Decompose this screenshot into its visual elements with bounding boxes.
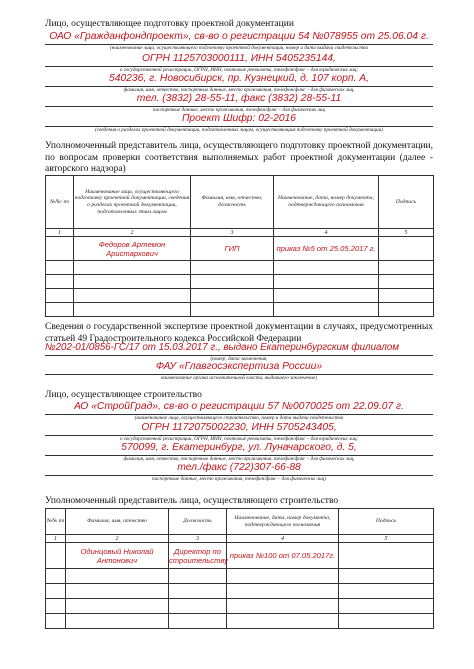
section5-heading: Уполномоченный представитель лица, осуществляющего строительство — [45, 496, 339, 506]
expertise-org: ФАУ «Главгосэкспертиза России» — [155, 361, 323, 372]
section4-heading: Лицо, осуществляющее строительство — [45, 390, 202, 400]
col-index: 2 — [66, 535, 169, 543]
builder-phone: тел./факс (722)307-66-88 — [177, 462, 301, 473]
col-fio-header: Фамилия, имя, отчество — [66, 509, 169, 535]
designer-org: ОАО «Гражданфондпроект», св-во о регистрации 54 №078955 от 25.06.04 г. — [49, 31, 429, 42]
builder-ogrn: ОГРН 1172075002230, ИНН 5705243405, — [141, 422, 337, 433]
builder-address: 570099, г. Екатеринбург, ул. Луначарского, д. 5, — [121, 442, 357, 453]
col-doc-header: Наименование, дата, номер документа, подтверждающего полномочия — [227, 509, 339, 535]
designer-rep-name: Федоров Артемон Аристархович — [74, 237, 191, 261]
col-index: 4 — [227, 535, 339, 543]
builder-rep-doc: приказ №100 от 07.05.2017г. — [227, 543, 339, 569]
designer-phone-caption: паспортные данные, место проживания, телефон/факс – для физических лиц — [152, 107, 326, 113]
designer-ogrn: ОГРН 1125703000111, ИНН 5405235144, — [142, 53, 336, 64]
designer-rep-position: ГИП — [191, 237, 274, 261]
col-position-header: Должность — [169, 509, 227, 535]
col-org-header: Наименование лица, осуществляющего подготовку проектной документации, сведения о разделах проектной документации, подготовленных этим лицом — [74, 176, 191, 229]
col-index: 1 — [46, 229, 74, 237]
builder-org-caption: (наименование лица, осуществляющего строительство, номер и дата выдачи свидетельства — [134, 415, 344, 421]
designer-address: 540236, г. Новосибирск, пр. Кузнецкий, д. 107 корп. А, — [109, 73, 369, 84]
project-caption: (сведения о разделах проектной документации, подготовленных лицом, осуществляющим подготовку проектной документации) — [95, 127, 383, 133]
col-index: 3 — [169, 535, 227, 543]
col-index: 2 — [74, 229, 191, 237]
section1-heading: Лицо, осуществляющее подготовку проектной документации — [45, 19, 294, 29]
designer-org-caption: (наименование лица, осуществляющего подготовку проектной документации, номер и дата выдачи свидетельства — [110, 45, 368, 51]
col-number-header: №№/ пп — [46, 176, 74, 229]
col-index: 5 — [379, 229, 434, 237]
builder-rep-position: Директор по строительству — [169, 543, 227, 569]
col-sign-header: Подпись — [379, 176, 434, 229]
project-code: Проект Шифр: 02-2016 — [181, 113, 297, 124]
builder-rep-name: Одинцовый Николай Антонович — [66, 543, 169, 569]
section3-heading: Сведения о государственной экспертизе проектной документации в случаях, предусмотренных статьей 49 Градостроительного кодекса Российской Федерации — [45, 322, 433, 344]
builder-phone-caption: паспортные данные, место проживания, телефон/факс – для физических лиц) — [152, 476, 326, 482]
builder-ogrn-caption: о государственной регистрации, ОГРН, ИНН, почтовые реквизиты, телефон/факс – для юридических лиц; — [119, 436, 359, 442]
col-number-header: №№ пп — [46, 509, 66, 535]
builder-address-caption: фамилия, имя, отчество, паспортные данные, место проживания, телефон/факс – для физических лиц, — [123, 456, 355, 462]
col-fio-header: Фамилия, имя, отчество, должность — [191, 176, 274, 229]
designer-phone: тел. (3832) 28-55-11, факс (3832) 28-55-11 — [136, 93, 342, 104]
col-doc-header: Наименование, дата, номер документа, подтверждающего полномочия — [274, 176, 379, 229]
expertise-org-caption: наименование органа исполнительной власти, выдавшего заключение) — [160, 375, 318, 381]
expertise-caption: (номер, дата заключения, — [210, 356, 268, 362]
builder-org: АО «СтройГрад», св-во о регистрации 57 №0070025 от 22.09.07 г. — [74, 401, 404, 412]
expertise-number: №202-01/0856-ГС/17 от 15.03.2017 г., выдано Екатеринбургским филиалом — [45, 342, 400, 353]
designer-rep-table — [45, 175, 434, 317]
col-index: 4 — [274, 229, 379, 237]
section2-heading: Уполномоченный представитель лица, осуществляющего подготовку проектной документации, по вопросам проверки соответствия выполняемых работ проектной документации (далее - авторского надзора) — [45, 141, 433, 174]
designer-ogrn-caption: о государственной регистрации, ОГРН, ИНН, почтовые реквизиты, телефон/факс – для юридических лиц; — [119, 67, 359, 73]
col-index: 1 — [46, 535, 66, 543]
designer-rep-doc: приказ №5 от 25.05.2017 г. — [274, 237, 379, 261]
col-index: 5 — [339, 535, 434, 543]
designer-address-caption: фамилия, имя, отчество, паспортные данные, место проживания, телефон/факс – для физических лиц, — [123, 87, 355, 93]
builder-rep-table — [45, 508, 434, 629]
col-sign-header: Подпись — [339, 509, 434, 535]
col-index: 3 — [191, 229, 274, 237]
